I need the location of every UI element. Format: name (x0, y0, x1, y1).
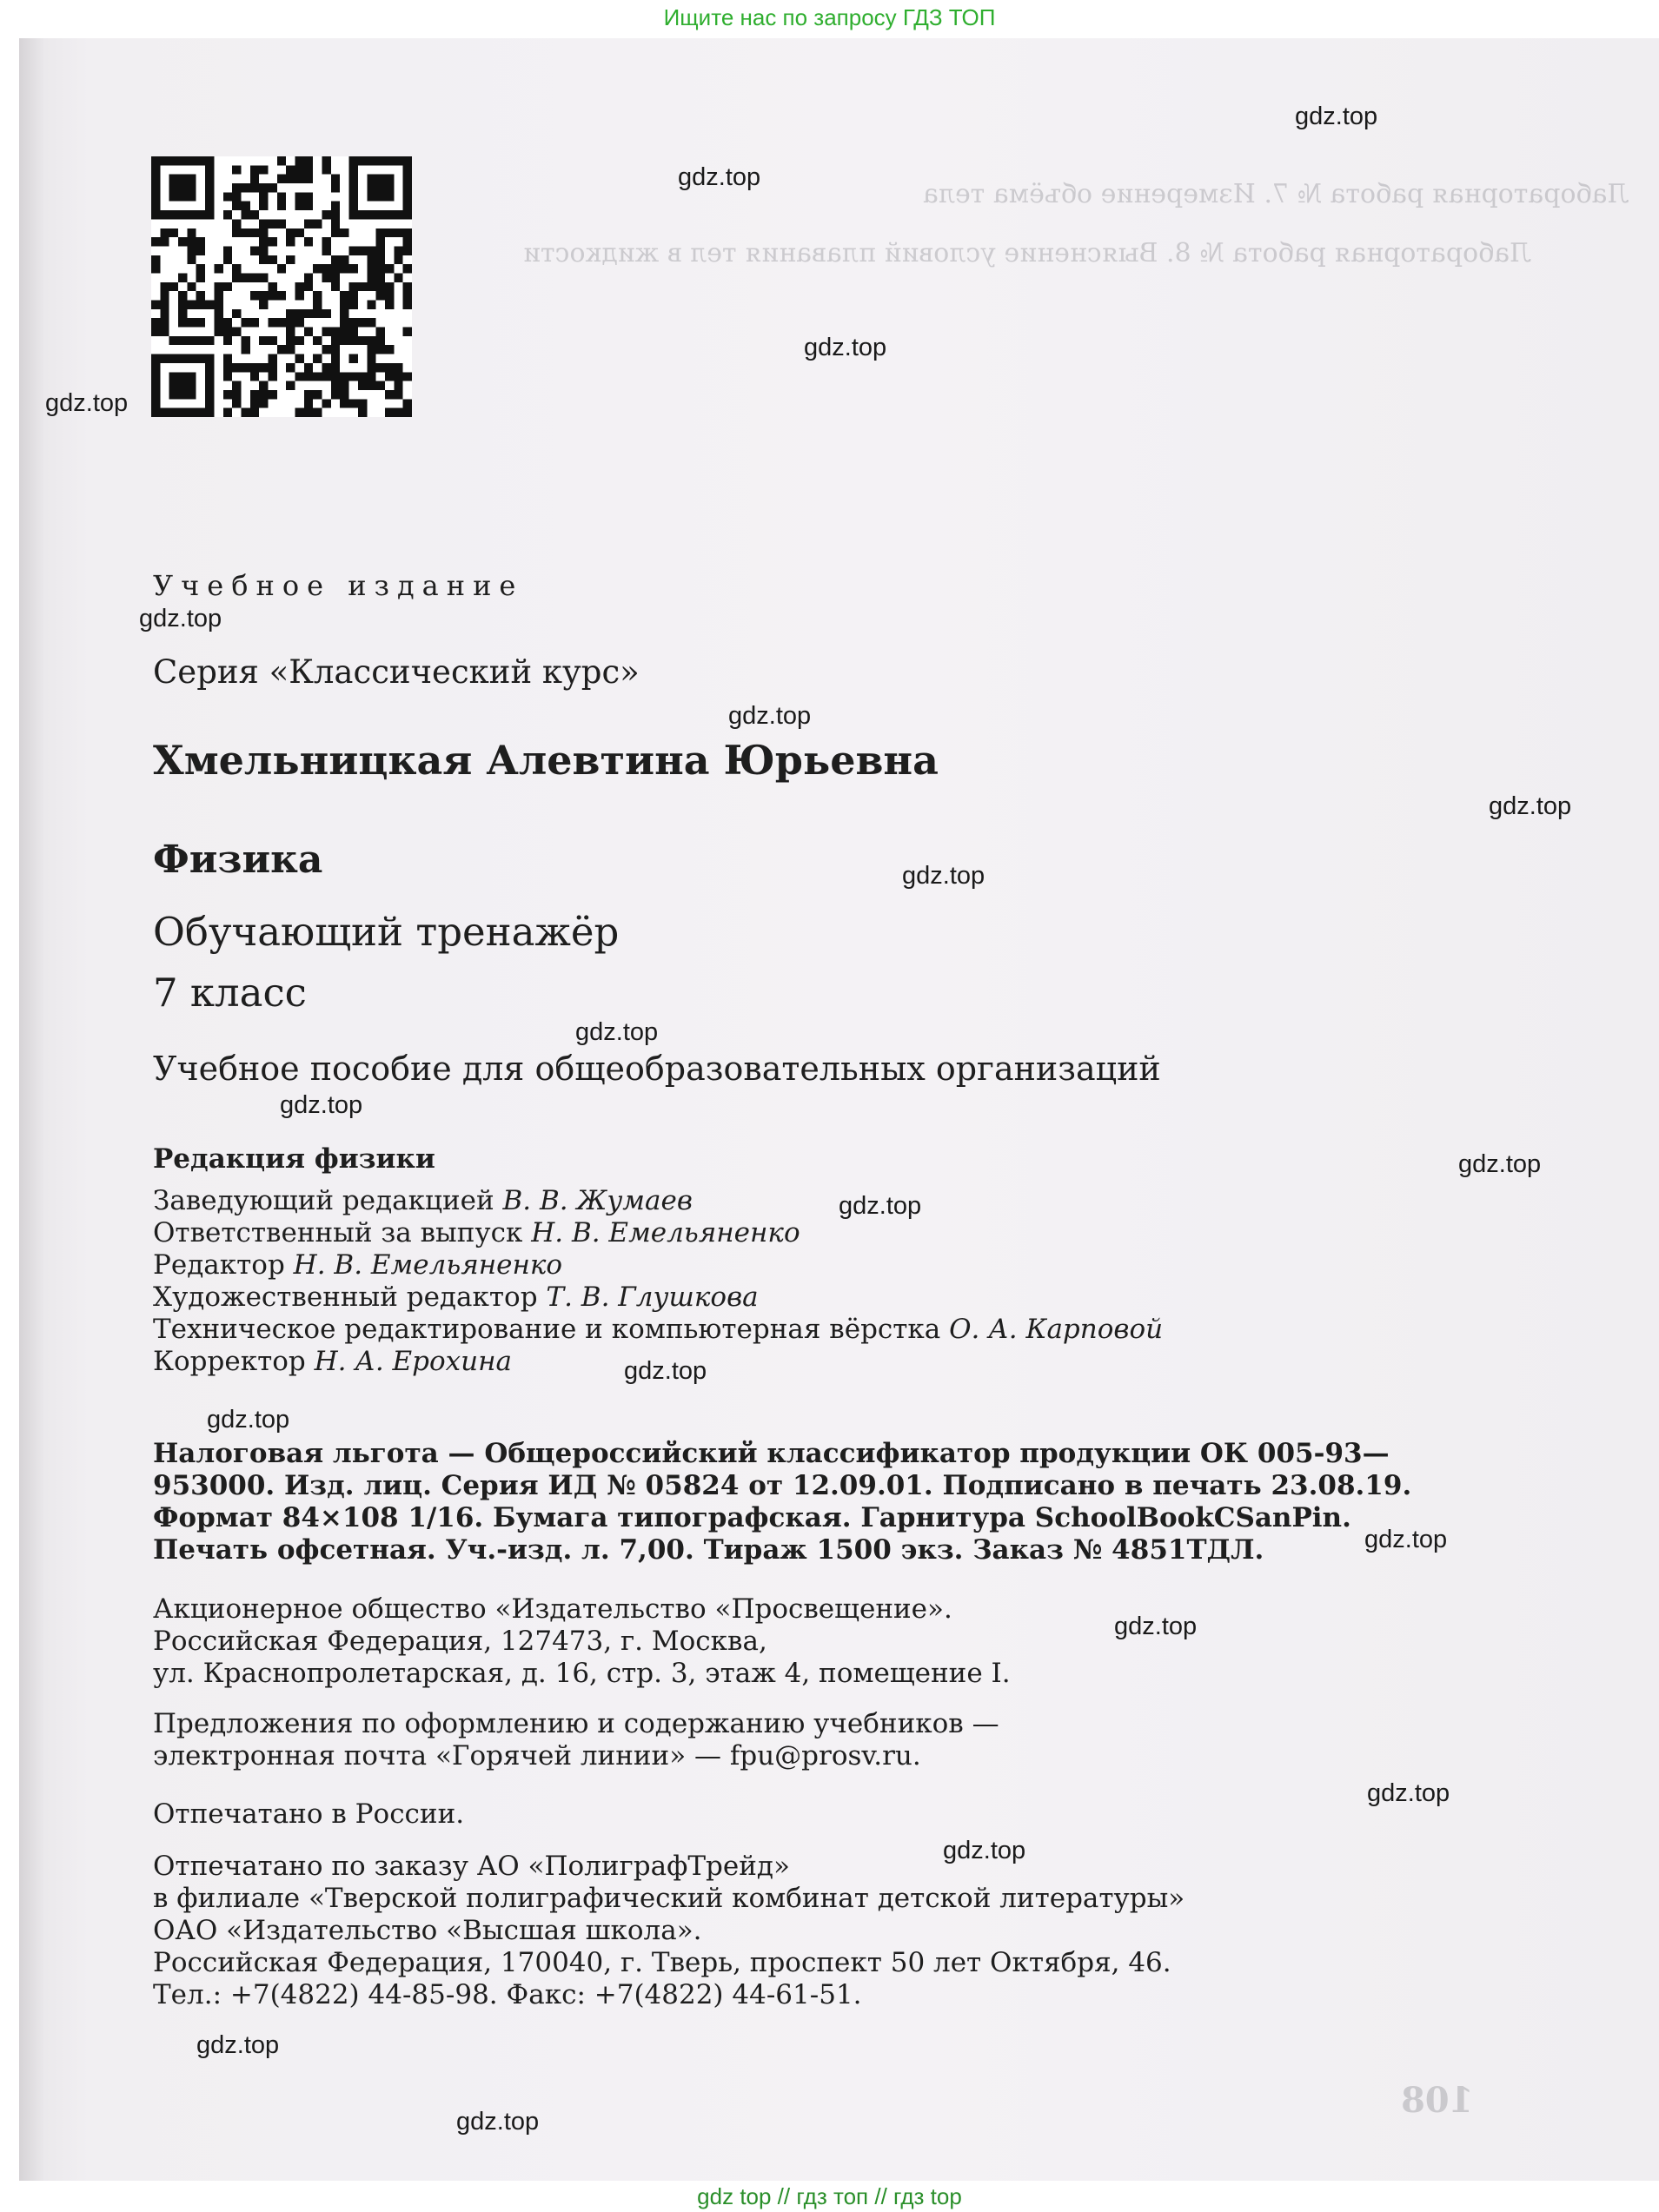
watermark: gdz.top (1489, 792, 1572, 820)
series-title: Серия «Классический курс» (153, 653, 640, 691)
staff-list (153, 1185, 1163, 1378)
watermark: gdz.top (139, 605, 222, 632)
author-name: Хмельницкая Алевтина Юрьевна (153, 737, 939, 784)
watermark: gdz.top (902, 862, 985, 890)
imprint-line: ул. Краснопролетарская, д. 16, стр. 3, этаж 4, помещение I. (153, 1658, 1011, 1689)
imprint-line: Отпечатано по заказу АО «ПолиграфТрейд» (153, 1851, 790, 1882)
watermark: gdz.top (943, 1837, 1026, 1864)
imprint-line: Тел.: +7(4822) 44-85-98. Факс: +7(4822) 44-61-51. (153, 1979, 862, 2010)
imprint-line: Российская Федерация, 170040, г. Тверь, проспект 50 лет Октября, 46. (153, 1947, 1171, 1978)
staff-row: Техническое редактирование и компьютерная вёрстка О. А. Карповой (153, 1314, 1164, 1345)
proposals-contact (153, 1708, 999, 1772)
imprint-line: Отпечатано в России. (153, 1798, 465, 1830)
watermark: gdz.top (280, 1091, 363, 1119)
imprint-line: электронная почта «Горячей линии» — fpu@prosv.ru. (153, 1740, 921, 1772)
imprint-line: Формат 84×108 1/16. Бумага типографская. Гарнитура SchoolBookCSanPin. (153, 1502, 1351, 1533)
top-banner[interactable]: Ищите нас по запросу ГДЗ ТОП (663, 4, 996, 30)
staff-heading: Редакция физики (153, 1143, 435, 1175)
tax-imprint (153, 1438, 1411, 1566)
watermark: gdz.top (1367, 1779, 1450, 1807)
bleed-through-page-number: 108 (1401, 2080, 1474, 2121)
imprint-line: Печать офсетная. Уч.-изд. л. 7,00. Тираж 1500 экз. Заказ № 4851ТДЛ. (153, 1534, 1264, 1566)
printed-in (153, 1798, 464, 1831)
staff-row: Редактор Н. В. Емельяненко (153, 1249, 563, 1281)
watermark: gdz.top (207, 1406, 290, 1434)
staff-row: Художественный редактор Т. В. Глушкова (153, 1282, 759, 1313)
imprint-line: Российская Федерация, 127473, г. Москва, (153, 1626, 767, 1657)
watermark: gdz.top (45, 389, 129, 417)
watermark: gdz.top (1458, 1150, 1542, 1178)
watermark: gdz.top (624, 1357, 707, 1385)
staff-row: Ответственный за выпуск Н. В. Емельяненко (153, 1217, 800, 1248)
bottom-banner[interactable]: gdz top // гдз топ // гдз top (0, 2181, 1659, 2212)
imprint-line: в филиале «Тверской полиграфический комбинат детской литературы» (153, 1883, 1185, 1914)
qr-code[interactable] (151, 156, 412, 417)
watermark: gdz.top (1114, 1613, 1198, 1640)
bleed-through-line: Лабораторная работа № 8. Выяснение условий плавания тел в жидкости (523, 238, 1532, 268)
watermark: gdz.top (678, 163, 761, 191)
book-purpose: Учебное пособие для общеобразовательных организаций (153, 1050, 1161, 1088)
bleed-through-line: Лабораторная работа № 7. Измерение объёма тела (923, 179, 1629, 209)
watermark: gdz.top (804, 334, 887, 361)
staff-row: Заведующий редакцией В. В. Жумаев (153, 1185, 693, 1216)
imprint-line: Предложения по оформлению и содержанию учебников — (153, 1708, 999, 1739)
subject-title: Физика (153, 838, 323, 882)
imprint-line: ОАО «Издательство «Высшая школа». (153, 1915, 702, 1946)
watermark: gdz.top (456, 2108, 540, 2136)
edition-label: Учебное издание (153, 569, 524, 602)
imprint-line: Акционерное общество «Издательство «Просвещение». (153, 1593, 952, 1625)
book-title: Обучающий тренажёр (153, 909, 620, 955)
watermark: gdz.top (1364, 1526, 1448, 1553)
watermark: gdz.top (196, 2031, 280, 2059)
imprint-line: 953000. Изд. лиц. Серия ИД № 05824 от 12.09.01. Подписано в печать 23.08.19. (153, 1470, 1412, 1501)
staff-row: Корректор Н. А. Ерохина (153, 1346, 513, 1377)
watermark: gdz.top (728, 702, 812, 730)
watermark: gdz.top (1295, 103, 1378, 130)
publisher-address (153, 1593, 1011, 1690)
grade-label: 7 класс (153, 970, 307, 1016)
watermark: gdz.top (839, 1192, 922, 1220)
imprint-line: Налоговая льгота — Общероссийский классификатор продукции ОК 005-93— (153, 1438, 1390, 1469)
printer-info (153, 1851, 1185, 2011)
watermark: gdz.top (575, 1018, 659, 1046)
